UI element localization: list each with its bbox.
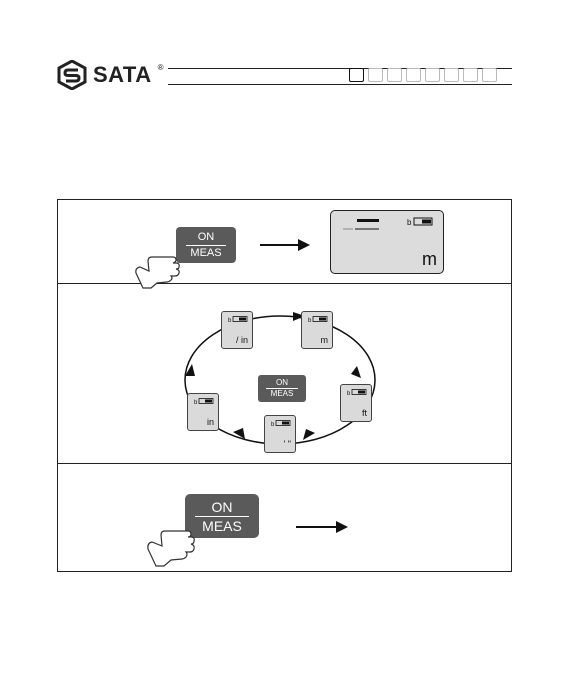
page-box bbox=[387, 68, 402, 82]
svg-text:b: b bbox=[194, 400, 198, 404]
arrow-right-icon bbox=[260, 238, 310, 252]
page-box bbox=[463, 68, 478, 82]
battery-icon bbox=[308, 316, 328, 322]
unit-label: ft bbox=[361, 408, 367, 418]
unit-display-ft-in bbox=[264, 415, 296, 453]
unit-display-m bbox=[301, 311, 333, 349]
svg-text:b: b bbox=[228, 318, 232, 322]
battery-icon bbox=[194, 398, 214, 404]
unit-label: / in bbox=[235, 335, 248, 345]
battery-icon bbox=[228, 316, 248, 322]
page-box bbox=[349, 68, 364, 82]
arrow-right-icon bbox=[296, 520, 348, 534]
battery-icon bbox=[407, 217, 435, 227]
unit-display-fraction bbox=[221, 311, 253, 349]
button-label-on: ON bbox=[276, 378, 288, 387]
button-label-meas: MEAS bbox=[270, 389, 294, 398]
unit-label: in bbox=[206, 417, 214, 427]
pointing-hand-icon bbox=[144, 515, 208, 569]
page-box bbox=[368, 68, 383, 82]
section-divider-1 bbox=[57, 283, 512, 284]
page-box bbox=[444, 68, 459, 82]
page-box bbox=[482, 68, 497, 82]
page-box bbox=[425, 68, 440, 82]
battery-icon bbox=[347, 389, 367, 395]
unit-label: ' " bbox=[283, 439, 291, 449]
brand-logo bbox=[57, 61, 167, 89]
lcd-segment-icon bbox=[341, 217, 381, 231]
section-divider-2 bbox=[57, 463, 512, 464]
battery-icon bbox=[271, 420, 291, 426]
unit-display-in bbox=[187, 393, 219, 431]
pointing-hand-icon bbox=[133, 243, 193, 291]
lcd-unit: m bbox=[422, 249, 437, 269]
lcd-display bbox=[330, 210, 444, 274]
page-box bbox=[406, 68, 421, 82]
button-label-on: ON bbox=[211, 498, 233, 515]
page-indicator bbox=[349, 68, 497, 82]
unit-label: m bbox=[320, 335, 328, 345]
button-label-on: ON bbox=[197, 230, 215, 243]
on-meas-button-center[interactable] bbox=[258, 375, 306, 402]
button-label-meas: MEAS bbox=[190, 246, 222, 259]
sata-logo-icon bbox=[57, 60, 87, 90]
svg-text:b: b bbox=[271, 422, 275, 426]
brand-name: SATA bbox=[93, 62, 152, 87]
unit-display-ft bbox=[340, 384, 372, 422]
button-label-meas: MEAS bbox=[202, 517, 242, 534]
svg-text:b: b bbox=[308, 318, 312, 322]
header-rule-bottom bbox=[168, 84, 512, 85]
svg-text:b: b bbox=[347, 391, 351, 395]
svg-text:b: b bbox=[407, 218, 412, 227]
registered-mark: ® bbox=[157, 62, 164, 72]
